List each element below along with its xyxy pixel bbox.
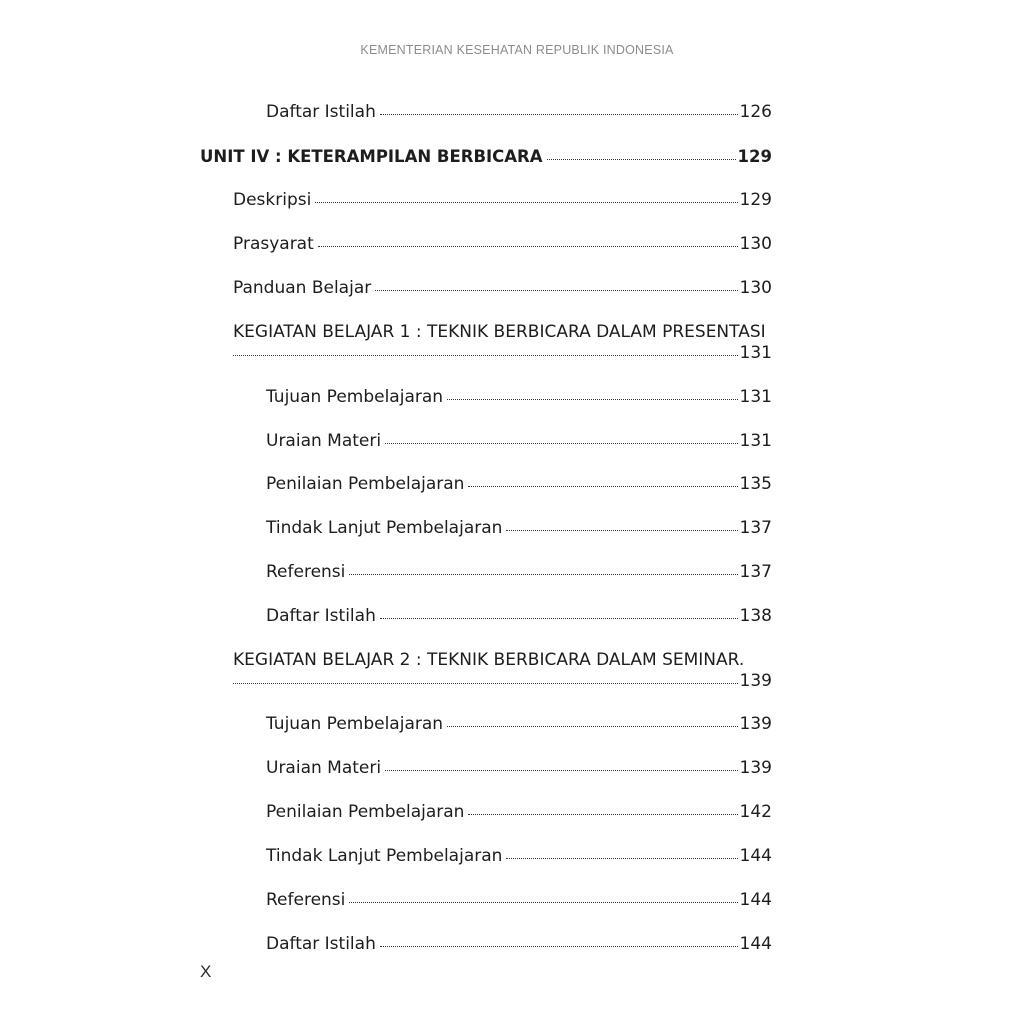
toc-entry-label: UNIT IV : KETERAMPILAN BERBICARA [200, 147, 543, 166]
toc-entry-kegiatan-belajar-2-label[interactable]: KEGIATAN BELAJAR 2 : TEKNIK BERBICARA DALAM SEMINAR. [233, 650, 745, 670]
toc-entry-page: 129 [737, 147, 772, 166]
toc-entry-label: Tindak Lanjut Pembelajaran [266, 846, 503, 866]
dot-leader [385, 770, 737, 771]
toc-entry-page: 144 [739, 890, 772, 910]
toc-entry-page: 131 [739, 343, 772, 363]
toc-entry-daftar-istilah[interactable] [266, 933, 772, 955]
dot-leader [233, 683, 738, 684]
toc-entry-referensi[interactable] [266, 561, 772, 583]
toc-entry-kegiatan-belajar-1[interactable] [233, 342, 772, 364]
toc-entry-prasyarat[interactable] [233, 233, 772, 255]
toc-entry-page: 126 [739, 102, 772, 122]
toc-entry-label: Uraian Materi [266, 758, 382, 778]
dot-leader [380, 114, 738, 115]
dot-leader [349, 902, 737, 903]
toc-entry-tujuan-pembelajaran[interactable] [266, 713, 772, 735]
toc-entry-tindak-lanjut-pembelajaran[interactable] [266, 517, 772, 539]
toc-entry-page: 138 [739, 606, 772, 626]
toc-entry-page: 137 [739, 518, 772, 538]
toc-entry-page: 139 [739, 758, 772, 778]
toc-entry-label: Referensi [266, 562, 346, 582]
running-header: KEMENTERIAN KESEHATAN REPUBLIK INDONESIA [360, 43, 674, 57]
toc-entry-label: Penilaian Pembelajaran [266, 802, 465, 822]
dot-leader [547, 159, 736, 160]
toc-entry-uraian-materi[interactable] [266, 430, 772, 452]
dot-leader [468, 486, 737, 487]
toc-entry-page: 131 [739, 387, 772, 407]
dot-leader [447, 726, 737, 727]
toc-entry-tindak-lanjut-pembelajaran[interactable] [266, 845, 772, 867]
toc-entry-deskripsi[interactable] [233, 189, 772, 211]
toc-entry-page: 142 [739, 802, 772, 822]
toc-entry-uraian-materi[interactable] [266, 757, 772, 779]
toc-entry-page: 144 [739, 934, 772, 954]
toc-entry-page: 139 [739, 714, 772, 734]
dot-leader [380, 946, 738, 947]
toc-entry-referensi[interactable] [266, 889, 772, 911]
dot-leader [233, 355, 738, 356]
dot-leader [468, 814, 737, 815]
dot-leader [318, 246, 738, 247]
toc-entry-unit-iv[interactable] [200, 146, 772, 168]
dot-leader [380, 618, 738, 619]
dot-leader [375, 290, 737, 291]
toc-entry-label: Referensi [266, 890, 346, 910]
toc-entry-page: 129 [739, 190, 772, 210]
toc-entry-kegiatan-belajar-1-label[interactable]: KEGIATAN BELAJAR 1 : TEKNIK BERBICARA DALAM PRESENTASI [233, 322, 766, 342]
toc-entry-label: Panduan Belajar [233, 278, 372, 298]
toc-entry-label: Uraian Materi [266, 431, 382, 451]
toc-entry-page: 135 [739, 474, 772, 494]
dot-leader [447, 399, 737, 400]
toc-entry-penilaian-pembelajaran[interactable] [266, 801, 772, 823]
dot-leader [385, 443, 737, 444]
dot-leader [506, 530, 737, 531]
toc-entry-page: 139 [739, 671, 772, 691]
toc-entry-panduan-belajar[interactable] [233, 277, 772, 299]
dot-leader [349, 574, 737, 575]
toc-entry-daftar-istilah[interactable] [266, 101, 772, 123]
toc-entry-page: 130 [739, 234, 772, 254]
toc-entry-page: 144 [739, 846, 772, 866]
toc-entry-tujuan-pembelajaran[interactable] [266, 386, 772, 408]
toc-entry-label: Deskripsi [233, 190, 312, 210]
dot-leader [315, 202, 737, 203]
toc-entry-label: Tujuan Pembelajaran [266, 387, 444, 407]
toc-entry-page: 131 [739, 431, 772, 451]
toc-entry-penilaian-pembelajaran[interactable] [266, 473, 772, 495]
toc-entry-label: Tujuan Pembelajaran [266, 714, 444, 734]
toc-entry-label: Daftar Istilah [266, 102, 376, 122]
toc-entry-kegiatan-belajar-2[interactable] [233, 670, 772, 692]
page-number: X [200, 962, 212, 981]
toc-entry-label: Prasyarat [233, 234, 314, 254]
toc-entry-label: Tindak Lanjut Pembelajaran [266, 518, 503, 538]
toc-entry-page: 137 [739, 562, 772, 582]
toc-entry-label: Daftar Istilah [266, 606, 376, 626]
dot-leader [506, 858, 737, 859]
toc-entry-page: 130 [739, 278, 772, 298]
toc-entry-daftar-istilah[interactable] [266, 605, 772, 627]
toc-entry-label: Daftar Istilah [266, 934, 376, 954]
toc-entry-label: Penilaian Pembelajaran [266, 474, 465, 494]
